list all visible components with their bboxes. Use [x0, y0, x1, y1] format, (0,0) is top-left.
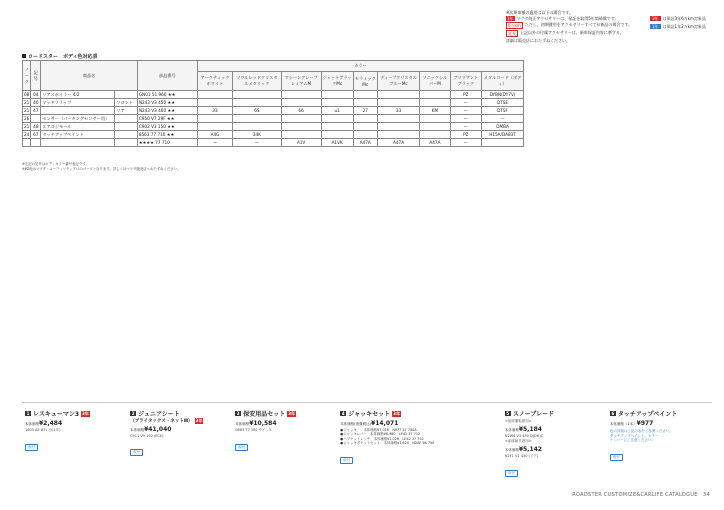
legend-item: 3年 は保証3年6万km対象品	[652, 16, 706, 21]
price-label: 本体価格（1本）	[609, 422, 637, 426]
table-cell-c2	[233, 91, 281, 99]
table-cell-c5	[353, 131, 377, 139]
col-header-color: マシーングレープレミアムM	[281, 72, 321, 91]
part-code: 1603 A5 871 小(1年)	[25, 428, 61, 432]
part-code: N2F1 V1 430 (リア)	[504, 454, 539, 458]
col-header-color: ジェットブラックMc	[321, 72, 353, 91]
table-cell-c2	[233, 123, 281, 131]
table-cell-c1	[197, 123, 232, 131]
note-line: 3年 マツダ純正アクセサリーは、保証を取得5年間補償です。	[507, 16, 619, 21]
table-cell-c5	[353, 91, 377, 99]
table-cell-c2: 34K	[233, 131, 281, 139]
table-cell-c9: —	[482, 115, 524, 123]
part-code: N2W6 V3 430 D(DH)C	[504, 434, 544, 438]
table-cell-c1: 33	[197, 107, 232, 115]
table-cell-a: 08	[24, 92, 30, 97]
table-cell-c9: H15A/DA83T	[482, 131, 524, 139]
table-row	[23, 123, 524, 131]
table-cell-sub: フロント	[115, 99, 137, 107]
product-title: タッチアップペイント	[617, 411, 678, 418]
table-cell-c5	[353, 123, 377, 131]
col-header-page: ノーク	[23, 61, 31, 91]
list-item: ●ジャッキポケットセット 本体価格¥1,620 N2AF 66 750	[340, 441, 435, 446]
table-cell-c7	[420, 91, 450, 99]
footnote: ※左記の記号はボディカラー番号表記です。	[22, 162, 89, 166]
product-number: 5	[506, 411, 510, 416]
warranty-legend	[650, 16, 710, 32]
extension-badge: 延長	[508, 31, 516, 36]
table-cell-c3	[281, 99, 321, 107]
col-header-color: ディープクリスタルブルーMc	[377, 72, 419, 91]
table-cell-c2: —	[233, 139, 281, 147]
table-cell-name: タッチアップペイント	[41, 131, 115, 139]
table-cell-a: 21	[24, 124, 30, 129]
table-cell-c7	[420, 99, 450, 107]
list-item: ●ハブナットレンチ 本体価格¥1,028 LE42 37 732	[340, 436, 424, 441]
table-cell-c2	[233, 115, 281, 123]
table-cell-c3	[281, 123, 321, 131]
warranty-badge: 3年	[507, 16, 514, 21]
table-cell-c6: 33	[377, 107, 419, 115]
table-cell-c9: DMBA	[482, 123, 524, 131]
table-cell-c7	[420, 115, 450, 123]
top-notes	[506, 10, 642, 44]
table-cell-name: エアロジモール	[41, 123, 115, 131]
table-cell-part: ★★★★ 77 710	[137, 139, 197, 147]
table-cell-c6: A47A	[377, 139, 419, 147]
table-row	[23, 99, 524, 107]
note-line: 6万km ただし、初期費用をアクセサリーすべてが新品の場合です。	[508, 22, 633, 28]
warranty-tag: 3年	[393, 410, 400, 416]
product-note: 色の詳細は上記の表をご参照ください。 タッチアップペイント、カラー ナンバーにご注意ください。	[609, 429, 673, 442]
table-cell-c6	[377, 131, 419, 139]
table-cell-c7: A47A	[420, 139, 450, 147]
note-line: ※次期車種の適用は以下の場合です。	[506, 10, 574, 15]
price: ¥5,142	[518, 446, 542, 453]
table-row	[23, 91, 524, 99]
table-cell-part: 8563 77 710 ★★	[137, 131, 197, 139]
part-code: C911 V9 100 (ECE)	[130, 434, 164, 438]
price-label: 本体価格	[235, 422, 250, 426]
col-header-part: 部品番号	[137, 61, 197, 91]
price-label: 本体価格	[25, 422, 39, 426]
install-button[interactable]: 取付	[610, 454, 623, 461]
product-number: 2	[131, 411, 135, 416]
product-title: 保安用品セット	[243, 411, 286, 418]
product-number: 1	[26, 411, 30, 416]
table-cell-c4: A1VK	[321, 139, 353, 147]
table-cell-sub	[115, 115, 137, 123]
table-cell-c1: —	[197, 139, 232, 147]
legend-tag-blue: 1年	[652, 24, 659, 29]
table-cell-c3	[281, 91, 321, 99]
footnote: ※PZ他はマツダ・ユーティリティプロのパーツとなります。詳しくはマツダ販売店へおたずねください。	[22, 166, 181, 171]
table-cell-c1	[197, 91, 232, 99]
table-cell-name: マッドフラップ	[41, 99, 115, 107]
product-card[interactable]	[127, 409, 232, 488]
table-cell-c4	[321, 123, 353, 131]
table-cell-part: N243 V3 450 ★★	[137, 99, 197, 107]
install-button[interactable]: 取付	[505, 470, 518, 477]
table-row	[23, 115, 524, 123]
product-title: ジャッキセット	[348, 411, 391, 418]
table-cell-c5	[353, 99, 377, 107]
table-cell-c5	[353, 115, 377, 123]
table-cell-c6	[377, 99, 419, 107]
warranty-tag: 3年	[288, 410, 295, 416]
table-cell-c7: KM	[420, 107, 450, 115]
table-cell-c6	[377, 115, 419, 123]
price-label: 本体価格(消費税込)	[340, 422, 372, 426]
install-button[interactable]: 取付	[130, 449, 143, 456]
table-cell-sub	[115, 131, 137, 139]
table-cell-c1: A4G	[197, 131, 232, 139]
price: ¥14,071	[371, 420, 399, 427]
product-number: 6	[611, 411, 615, 416]
table-cell-b	[31, 115, 41, 123]
table-cell-name	[41, 139, 115, 147]
table-cell-c5: 27	[353, 107, 377, 115]
mileage-badge: 6万km	[508, 23, 521, 28]
part-code: 0863 77 300 サイン3	[235, 428, 272, 432]
table-cell-c7	[420, 131, 450, 139]
table-cell-b	[31, 139, 41, 147]
table-cell-a: 26	[24, 116, 30, 121]
product-subtitle: （ブライタックス・ネットⅢ）	[130, 419, 193, 424]
price-label: 本体価格	[504, 428, 519, 432]
col-header-color: ソニックシルバーM	[420, 72, 450, 91]
install-button[interactable]: 取付	[340, 457, 353, 464]
table-cell-part: C902 V3 150 ★★	[137, 123, 197, 131]
catalogue-footer: ROADSTER CUSTOMIZE&CARLIFE CATALOGUE 34	[572, 492, 710, 498]
col-header-color: メタルコード（ボディ）	[482, 72, 524, 91]
table-cell-sub	[115, 139, 137, 147]
table-cell-b: 04	[31, 91, 41, 99]
table-row	[23, 131, 524, 139]
product-number: 3	[236, 411, 240, 416]
product-card[interactable]	[337, 409, 502, 488]
table-cell-c4: u1	[321, 107, 353, 115]
legend-item: 1年 は保証1年2万km対象品	[652, 24, 706, 29]
table-cell-part: N243 V3 460 ★★	[137, 107, 197, 115]
table-cell-b: 48	[31, 123, 41, 131]
table-cell-b: 67	[31, 131, 41, 139]
table-cell-sub	[115, 91, 137, 99]
list-item: ●ジャッキ 本体価格¥7,016 N077 37 750A	[340, 428, 417, 432]
table-cell-c5: A47A	[353, 139, 377, 147]
table-cell-a: 21	[24, 100, 30, 105]
install-button[interactable]: 取付	[235, 444, 248, 451]
table-cell-c8: —	[450, 99, 481, 107]
table-body	[23, 91, 524, 147]
warranty-tag: 3年	[195, 418, 203, 423]
jack-component-list	[340, 428, 499, 446]
col-header-color: ブリリアントブラック	[450, 72, 481, 91]
price: ¥5,184	[518, 426, 542, 433]
product-title: ジュニアシート	[138, 411, 180, 418]
table-cell-b: 47	[31, 107, 41, 115]
table-cell-name: リアスポイラー 4/2	[41, 91, 115, 99]
color-table	[22, 60, 524, 147]
product-card[interactable]	[232, 409, 337, 488]
square-bullet-icon	[22, 54, 26, 58]
price-label: 本体価格	[130, 428, 145, 432]
col-header-color: セラミックMc	[353, 72, 377, 91]
list-item: ●ジャッキレバー 本体価格¥8,980 LE42 37 712	[340, 432, 421, 437]
table-cell-c8: —	[450, 139, 481, 147]
col-header-color: アークティックホワイト	[197, 72, 232, 91]
table-cell-c3: A1V	[281, 139, 321, 147]
table-cell-c6	[377, 91, 419, 99]
color-group-header: カラー	[197, 61, 523, 72]
table-cell-a	[23, 139, 31, 147]
table-cell-c3	[281, 131, 321, 139]
table-cell-c8: —	[450, 107, 481, 115]
table-cell-c8: —	[450, 115, 481, 123]
section-title: ロードスター ボディ色対応表	[22, 53, 98, 60]
table-cell-name	[41, 107, 115, 115]
table-footnotes	[22, 162, 322, 171]
table-cell-c9	[482, 139, 524, 147]
table-cell-c8: —	[450, 123, 481, 131]
col-header-name: 商品名	[41, 61, 137, 91]
table-cell-c6	[377, 123, 419, 131]
price: ¥977	[636, 420, 654, 427]
table-cell-a: 21	[24, 108, 30, 113]
table-cell-c9: DTSF	[482, 107, 524, 115]
table-cell-b: 46	[31, 99, 41, 107]
table-cell-c8: PZ	[450, 91, 481, 99]
table-cell-part: C950 V7 29F ★★	[137, 115, 197, 123]
table-cell-c3	[281, 115, 321, 123]
table-cell-c2: 6S	[233, 107, 281, 115]
table-cell-c1	[197, 115, 232, 123]
table-cell-name: センサー（パーキングセンサー用）	[41, 115, 115, 123]
product-card[interactable]	[22, 409, 127, 488]
product-card[interactable]	[607, 409, 712, 488]
product-title: スノーブレード	[512, 411, 555, 418]
table-cell-c1	[197, 99, 232, 107]
table-cell-c9: DTSE	[482, 99, 524, 107]
table-cell-c4	[321, 131, 353, 139]
price-label: 本体価格	[504, 448, 519, 452]
table-row	[23, 107, 524, 115]
table-cell-c4	[321, 99, 353, 107]
table-cell-c3: 66	[281, 107, 321, 115]
table-cell-part: GN01 51 960 ★★	[137, 91, 197, 99]
table-cell-c7	[420, 123, 450, 131]
product-card[interactable]	[502, 409, 607, 488]
legend-tag-red: 3年	[652, 16, 659, 21]
price: ¥10,584	[249, 420, 277, 427]
price: ¥41,040	[144, 426, 172, 433]
table-cell-c9: DYBN(DY7V)	[482, 91, 524, 99]
col-header-code: 記号	[31, 61, 41, 91]
table-cell-c8: PZ	[450, 131, 481, 139]
install-button[interactable]: 取付	[25, 444, 38, 451]
table-cell-a: 24	[24, 132, 30, 137]
product-strip	[22, 402, 712, 488]
table-cell-c2	[233, 99, 281, 107]
table-cell-sub: リア	[115, 107, 137, 115]
col-header-color: ソウルレッドクリスタルメタリック	[233, 72, 281, 91]
product-number: 4	[341, 411, 345, 416]
table-cell-c4	[321, 91, 353, 99]
variant-label: <前席運転席用>	[504, 419, 532, 423]
note-line: 詳細は販売店におたずねください。	[506, 38, 570, 43]
note-line: 延長 上記以外の付属アクセサリーは、新車保証内容に準ずる。	[508, 30, 624, 36]
warranty-tag: 3年	[82, 410, 89, 416]
variant-label: <前席助手席用>	[504, 439, 532, 443]
table-cell-c4	[321, 115, 353, 123]
price: ¥2,484	[39, 420, 63, 427]
product-title: レスキューマン3	[33, 411, 79, 418]
table-cell-sub	[115, 123, 137, 131]
table-row	[23, 139, 524, 147]
